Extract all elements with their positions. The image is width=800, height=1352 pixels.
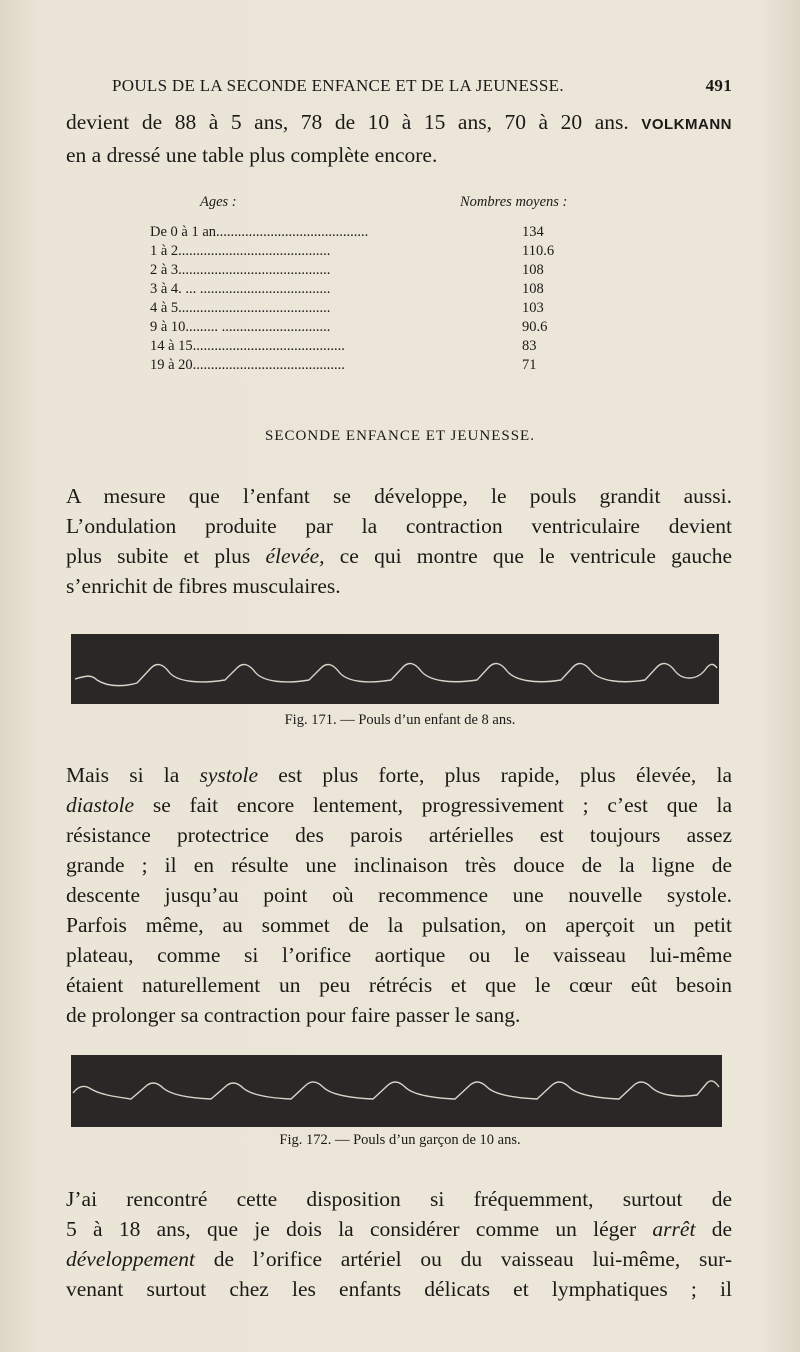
author-name: VOLKMANN (641, 116, 732, 133)
table-row: 1 à 2.......................................... 110.6 (150, 243, 555, 259)
table-row: 3 à 4. ... .................................... 108 (150, 281, 544, 297)
table-row: De 0 à 1 an.......................................... 134 (150, 224, 544, 240)
paragraph-3: J’ai rencontré cette disposition si fréquemment, surtout de 5 à 18 ans, que je dois la considérer comme un léger arrêt de développement de l’orifice artériel ou du vaisseau lui-même, sur- venant surtout chez les enfants délicats et lymphatiques ; il (66, 1187, 732, 1301)
table-header-numbers: Nombres moyens : (460, 194, 568, 210)
table-row: 19 à 20.......................................... 71 (150, 357, 537, 373)
paragraph-1: A mesure que l’enfant se développe, le pouls grandit aussi. L’ondulation produite par la contraction ventriculaire devient plus subite et plus élevée, ce qui montre que le ventricule gauche s’enrichit de fibres musculaires. (66, 484, 732, 598)
table-row: 14 à 15.......................................... 83 (150, 338, 537, 354)
section-title: SECONDE ENFANCE ET JEUNESSE. (265, 428, 535, 444)
pulse-trace-171 (75, 664, 717, 686)
table-header-ages: Ages : (200, 194, 237, 210)
intro-line-2: en a dressé une table plus complète encore. (66, 143, 438, 167)
running-title: POULS DE LA SECONDE ENFANCE ET DE LA JEUNESSE. (112, 76, 564, 95)
table-row: 4 à 5.......................................... 103 (150, 300, 544, 316)
pulse-trace-figure-171 (71, 634, 719, 704)
intro-line-1: devient de 88 à 5 ans, 78 de 10 à 15 ans, 70 à 20 ans. VOLKMANN (66, 110, 732, 134)
pulse-trace-172 (73, 1081, 719, 1099)
paragraph-2: Mais si la systole est plus forte, plus rapide, plus élevée, la diastole se fait encore lentement, progressivement ; c’est que la résistance protectrice des parois artérielles est toujours assez grande ; il en résulte une inclinaison très douce de la ligne de descente jusqu’au point où recommence une nouvelle systole. Parfois même, au sommet de la pulsation, on aperçoit un petit plateau, comme si l’orifice aortique ou le vaisseau lui-même étaient naturellement un peu rétrécis et que le cœur eût besoin de prolonger sa contraction pour faire passer le sang. (66, 763, 732, 1027)
table-row: 9 à 10......... .............................. 90.6 (150, 319, 548, 335)
figure-172-caption: Fig. 172. — Pouls d’un garçon de 10 ans. (279, 1132, 521, 1148)
page-number: 491 (705, 76, 732, 95)
intro-paragraph (66, 107, 732, 170)
table-row: 2 à 3.......................................... 108 (150, 262, 544, 278)
figure-171-caption: Fig. 171. — Pouls d’un enfant de 8 ans. (284, 712, 516, 728)
pulse-trace-figure-172 (71, 1055, 722, 1127)
